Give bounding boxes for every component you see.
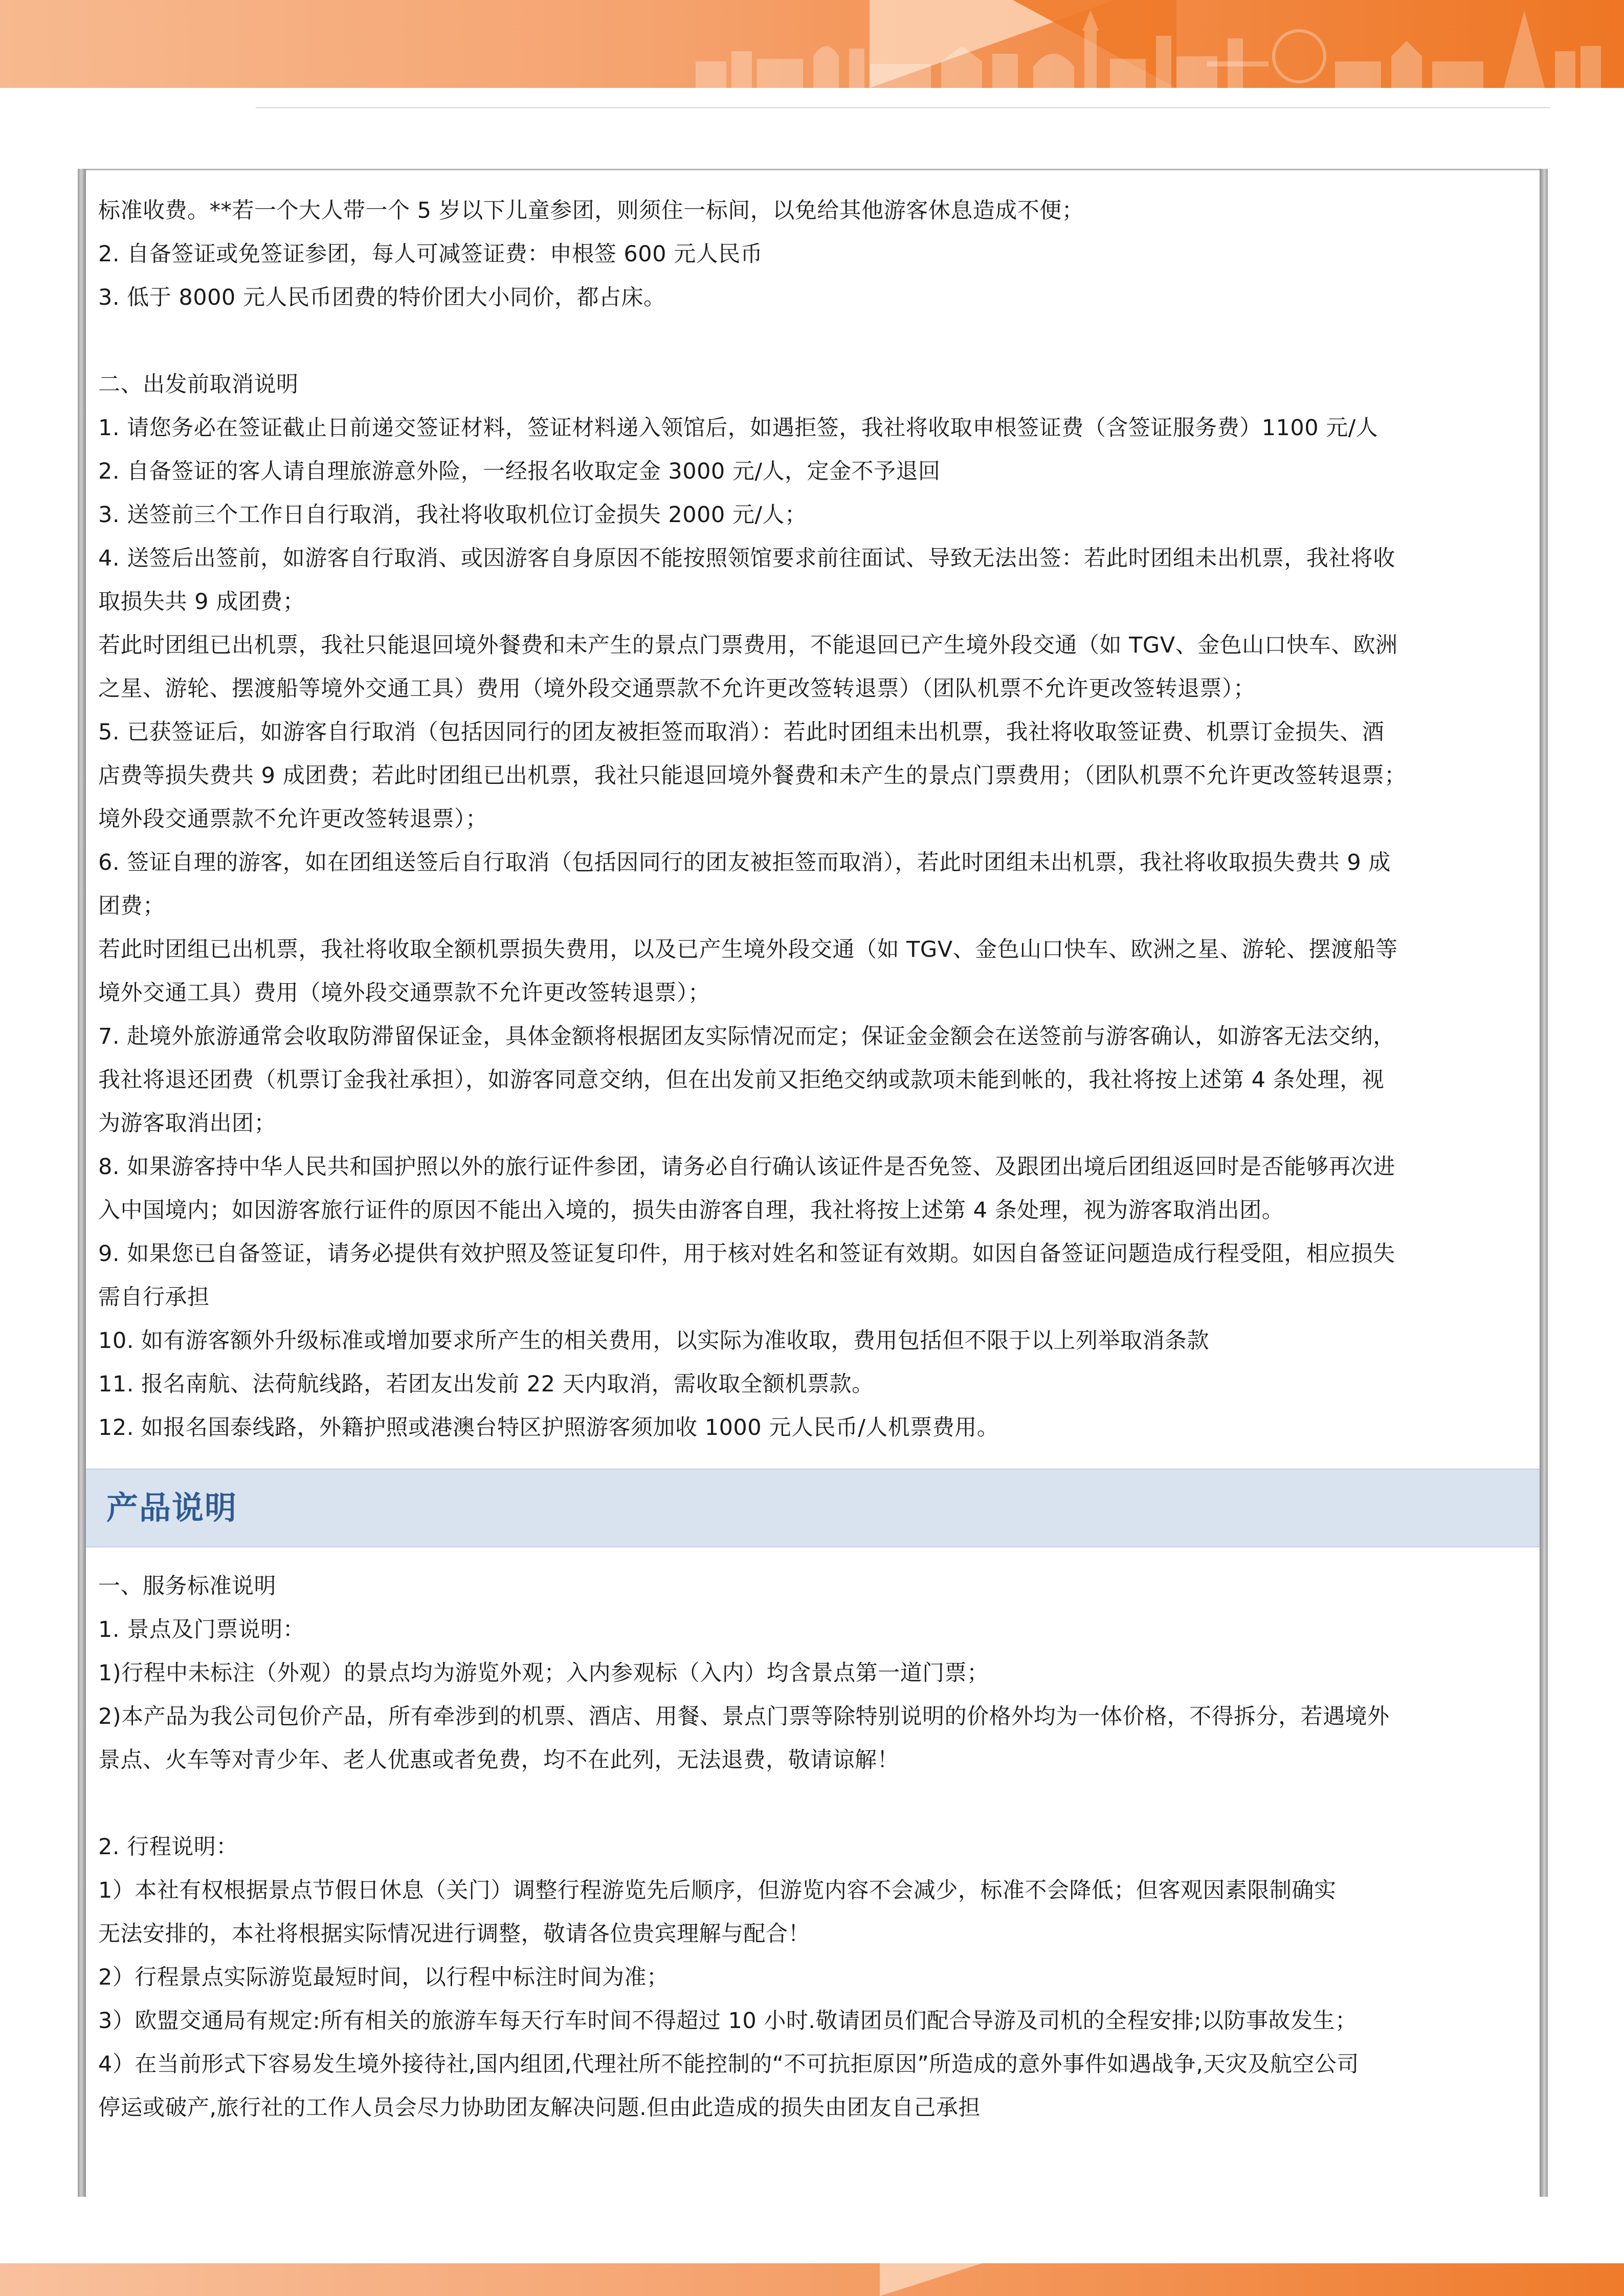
text-line: 若此时团组已出机票，我社只能退回境外餐费和未产生的景点门票费用，不能退回已产生境外段交通（如 TGV、金色山口快车、欧洲 [98,633,1398,658]
text-line: 团费； [98,893,165,919]
footer-banner [0,2263,1624,2296]
frame-right-bar [1540,169,1548,2197]
text-line: 无法安排的，本社将根据实际情况进行调整，敬请各位贵宾理解与配合！ [98,1921,810,1947]
text-line: 4）在当前形式下容易发生境外接待社,国内组团,代理社所不能控制的“不可抗拒原因”所造成的意外事件如遇战争,天灾及航空公司 [98,2052,1359,2077]
text-line: 2)本产品为我公司包价产品，所有牵涉到的机票、酒店、用餐、景点门票等除特别说明的价格外均为一体价格，不得拆分，若遇境外 [98,1704,1390,1729]
text-line: 2. 行程说明： [98,1834,238,1860]
text-line: 1）本社有权根据景点节假日休息（关门）调整行程游览先后顺序，但游览内容不会减少，标准不会降低；但客观因素限制确实 [98,1878,1337,1903]
footer-light-triangle [880,2263,982,2296]
text-line: 停运或破产,旅行社的工作人员会尽力协助团友解决问题.但由此造成的损失由团友自己承担 [98,2095,981,2121]
text-line: 入中国境内；如因游客旅行证件的原因不能出入境的，损失由游客自理，我社将按上述第 4 条处理，视为游客取消出团。 [98,1198,1284,1223]
text-line: 9. 如果您已自备签证，请务必提供有效护照及签证复印件，用于核对姓名和签证有效期。如因自备签证问题造成行程受阻，相应损失 [98,1241,1395,1267]
text-line: 2）行程景点实际游览最短时间，以行程中标注时间为准； [98,1965,669,1990]
text-line: 店费等损失费共 9 成团费；若此时团组已出机票，我社只能退回境外餐费和未产生的景点门票费用；（团队机票不允许更改签转退票； [98,763,1407,789]
text-line: 标准收费。**若一个大人带一个 5 岁以下儿童参团，则须住一标间，以免给其他游客休息造成不便； [98,198,1084,223]
text-line: 境外段交通票款不允许更改签转退票）； [98,806,488,832]
section-title: 产品说明 [106,1489,238,1526]
text-line: 若此时团组已出机票，我社将收取全额机票损失费用，以及已产生境外段交通（如 TGV、金色山口快车、欧洲之星、游轮、摆渡船等 [98,937,1398,962]
text-line: 为游客取消出团； [98,1111,276,1136]
header-rule [256,107,1550,108]
frame-top-border [78,169,1548,170]
text-line: 6. 签证自理的游客，如在团组送签后自行取消（包括因同行的团友被拒签而取消），若此时团组未出机票，我社将收取损失费共 9 成 [98,850,1391,875]
text-line: 境外交通工具）费用（境外段交通票款不允许更改签转退票）； [98,980,710,1006]
city-skyline-illustration [685,0,1624,88]
text-line: 1. 景点及门票说明： [98,1617,305,1642]
text-line: 5. 已获签证后，如游客自行取消（包括因同行的团友被拒签而取消）：若此时团组未出机票，我社将收取签证费、机票订金损失、酒 [98,719,1385,745]
text-line: 12. 如报名国泰线路，外籍护照或港澳台特区护照游客须加收 1000 元人民币/人机票费用。 [98,1415,999,1440]
text-line: 10. 如有游客额外升级标准或增加要求所产生的相关费用，以实际为准收取，费用包括但不限于以上列举取消条款 [98,1328,1210,1354]
text-line: 8. 如果游客持中华人民共和国护照以外的旅行证件参团，请务必自行确认该证件是否免签、及跟团出境后团组返回时是否能够再次进 [98,1154,1395,1180]
text-line: 3. 送签前三个工作日自行取消，我社将收取机位订金损失 2000 元/人； [98,502,807,528]
text-line: 需自行承担 [98,1285,210,1310]
section-header [86,1469,1540,1547]
text-line: 3. 低于 8000 元人民币团费的特价团大小同价，都占床。 [98,285,666,310]
text-line: 1. 请您务必在签证截止日前递交签证材料，签证材料递入领馆后，如遇拒签，我社将收取申根签证费（含签证服务费）1100 元/人 [98,415,1378,441]
text-line: 我社将退还团费（机票订金我社承担），如游客同意交纳，但在出发前又拒绝交纳或款项未能到帐的，我社将按上述第 4 条处理，视 [98,1067,1385,1093]
text-line: 取损失共 9 成团费； [98,589,305,615]
text-line: 1)行程中未标注（外观）的景点均为游览外观；入内参观标（入内）均含景点第一道门票； [98,1660,989,1686]
text-line: 3）欧盟交通局有规定:所有相关的旅游车每天行车时间不得超过 10 小时.敬请团员们配合导游及司机的全程安排;以防事故发生； [98,2008,1358,2034]
header-banner [0,0,1624,88]
text-line: 之星、游轮、摆渡船等境外交通工具）费用（境外段交通票款不允许更改签转退票）（团队机票不允许更改签转退票）； [98,676,1256,702]
text-line: 2. 自备签证或免签证参团，每人可减签证费：申根签 600 元人民币 [98,241,763,267]
text-line: 景点、火车等对青少年、老人优惠或者免费，均不在此列，无法退费，敬请谅解！ [98,1747,899,1773]
subheading: 二、出发前取消说明 [98,372,299,397]
text-line: 7. 赴境外旅游通常会收取防滞留保证金，具体金额将根据团友实际情况而定；保证金金额会在送签前与游客确认，如游客无法交纳， [98,1024,1395,1049]
text-line: 2. 自备签证的客人请自理旅游意外险，一经报名收取定金 3000 元/人，定金不予退回 [98,459,941,484]
content-frame [78,169,1548,2197]
frame-left-bar [78,169,86,2197]
text-line: 4. 送签后出签前，如游客自行取消、或因游客自身原因不能按照领馆要求前往面试、导致无法出签：若此时团组未出机票，我社将收 [98,546,1395,571]
subheading: 一、服务标准说明 [98,1573,276,1599]
text-line: 11. 报名南航、法荷航线路，若团友出发前 22 天内取消，需收取全额机票款。 [98,1371,874,1397]
